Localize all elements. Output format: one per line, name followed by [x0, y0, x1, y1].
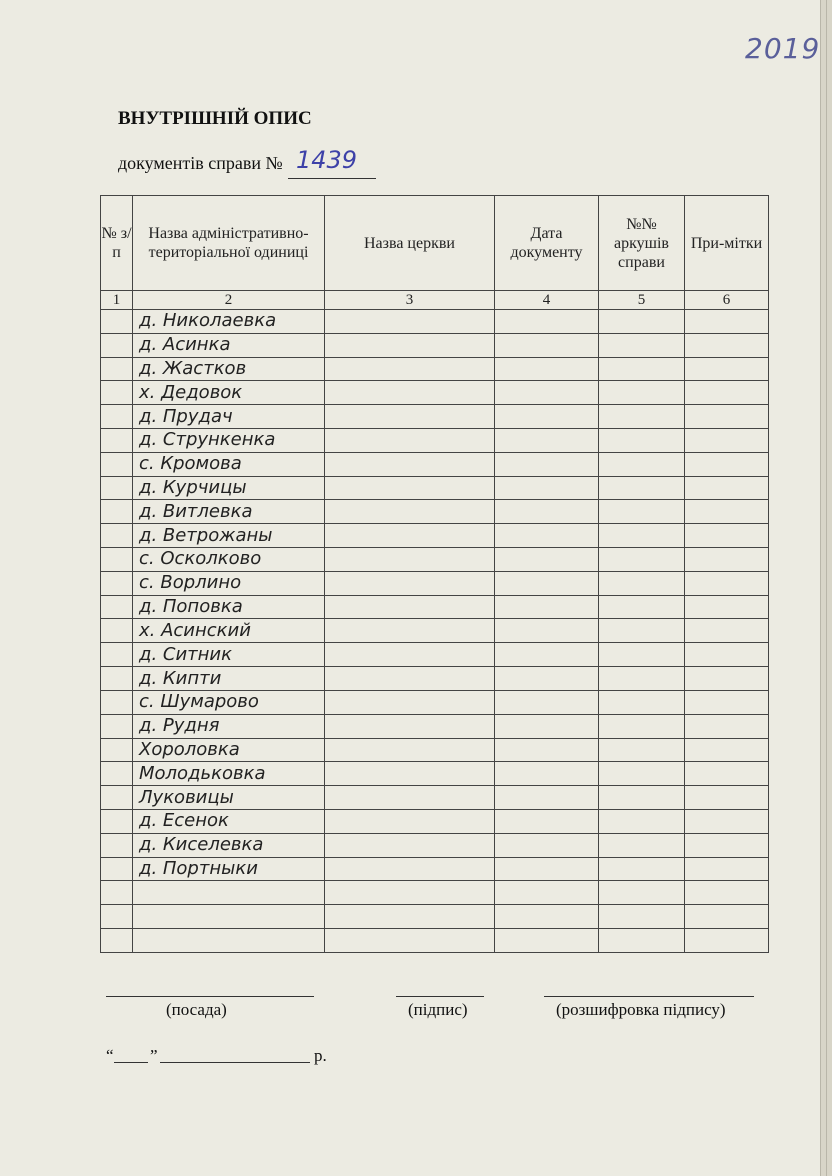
table-cell: [325, 714, 495, 738]
table-cell: [101, 476, 133, 500]
table-cell: [599, 905, 685, 929]
column-header: Назва церкви: [325, 196, 495, 291]
settlement-name: д. Ветрожаны: [133, 524, 325, 548]
table-row: [101, 381, 769, 405]
table-cell: [101, 643, 133, 667]
table-cell: [101, 786, 133, 810]
table-cell: [599, 476, 685, 500]
table-cell: [685, 905, 769, 929]
table-cell: [101, 929, 133, 953]
table-cell: [325, 619, 495, 643]
table-cell: [685, 809, 769, 833]
decode-line: [544, 996, 754, 997]
table-cell: [685, 476, 769, 500]
table-cell: [101, 667, 133, 691]
table-cell: [325, 929, 495, 953]
settlement-name: д. Киселевка: [133, 833, 325, 857]
table-cell: [599, 667, 685, 691]
column-number: 5: [599, 291, 685, 310]
table-cell: [599, 809, 685, 833]
table-cell: [495, 714, 599, 738]
table-cell: [325, 762, 495, 786]
table-cell: [495, 428, 599, 452]
table-cell: [325, 738, 495, 762]
signature-line: [396, 996, 484, 997]
column-header: При-мітки: [685, 196, 769, 291]
table-row: [101, 309, 769, 333]
date-suffix: р.: [314, 1046, 327, 1065]
table-cell: [685, 714, 769, 738]
settlement-name: Хороловка: [133, 738, 325, 762]
table-cell: [685, 595, 769, 619]
table-cell: [685, 548, 769, 572]
settlement-name: с. Осколково: [133, 548, 325, 572]
inventory-table: [100, 195, 769, 953]
table-row: [101, 690, 769, 714]
table-row: [101, 524, 769, 548]
settlement-name: с. Шумарово: [133, 690, 325, 714]
table-cell: [599, 428, 685, 452]
table-row: [101, 881, 769, 905]
table-cell: [325, 333, 495, 357]
table-cell: [101, 381, 133, 405]
table-cell: [495, 809, 599, 833]
settlement-name: х. Дедовок: [133, 381, 325, 405]
table-cell: [685, 381, 769, 405]
date-open-quote: “: [106, 1046, 114, 1065]
table-cell: [101, 738, 133, 762]
table-cell: [101, 619, 133, 643]
table-cell: [101, 333, 133, 357]
table-row: [101, 595, 769, 619]
table-cell: [495, 357, 599, 381]
settlement-name: д. Витлевка: [133, 500, 325, 524]
table-header-row: [101, 196, 769, 291]
table-cell: [325, 881, 495, 905]
table-cell: [599, 881, 685, 905]
settlement-name: д. Есенок: [133, 809, 325, 833]
table-cell: [685, 690, 769, 714]
table-cell: [101, 428, 133, 452]
table-cell: [685, 333, 769, 357]
table-row: [101, 809, 769, 833]
table-cell: [101, 405, 133, 429]
table-cell: [101, 524, 133, 548]
table-cell: [685, 524, 769, 548]
table-row: [101, 428, 769, 452]
table-row: [101, 643, 769, 667]
table-cell: [599, 524, 685, 548]
table-cell: [685, 857, 769, 881]
table-cell: [599, 381, 685, 405]
table-cell: [495, 548, 599, 572]
table-cell: [685, 428, 769, 452]
table-cell: [685, 881, 769, 905]
table-row: [101, 571, 769, 595]
table-cell: [325, 476, 495, 500]
settlement-name: х. Асинский: [133, 619, 325, 643]
table-cell: [685, 357, 769, 381]
table-cell: [685, 667, 769, 691]
table-cell: [685, 405, 769, 429]
table-cell: [101, 809, 133, 833]
table-row: [101, 405, 769, 429]
settlement-name: д. Поповка: [133, 595, 325, 619]
table-cell: [495, 524, 599, 548]
table-cell: [325, 595, 495, 619]
settlement-name: Луковицы: [133, 786, 325, 810]
table-cell: [101, 690, 133, 714]
table-cell: [599, 857, 685, 881]
settlement-name: Молодьковка: [133, 762, 325, 786]
table-cell: [599, 333, 685, 357]
table-row: [101, 548, 769, 572]
table-cell: [685, 452, 769, 476]
table-row: [101, 452, 769, 476]
settlement-name: д. Рудня: [133, 714, 325, 738]
table-row: [101, 905, 769, 929]
table-row: [101, 667, 769, 691]
table-row: [101, 786, 769, 810]
table-cell: [495, 571, 599, 595]
column-header: Дата документу: [495, 196, 599, 291]
table-cell: [325, 524, 495, 548]
table-cell: [685, 619, 769, 643]
decode-label: (розшифровка підпису): [556, 1000, 726, 1019]
table-cell: [495, 786, 599, 810]
table-cell: [325, 905, 495, 929]
table-cell: [599, 619, 685, 643]
settlement-name: [133, 929, 325, 953]
table-cell: [325, 452, 495, 476]
settlement-name: с. Ворлино: [133, 571, 325, 595]
table-cell: [495, 452, 599, 476]
table-row: [101, 714, 769, 738]
table-cell: [101, 309, 133, 333]
table-cell: [325, 548, 495, 572]
case-number-underline: [288, 178, 376, 179]
table-cell: [325, 690, 495, 714]
table-cell: [495, 738, 599, 762]
case-number: 1439: [296, 146, 358, 174]
table-cell: [599, 690, 685, 714]
table-row: [101, 476, 769, 500]
table-cell: [495, 381, 599, 405]
settlement-name: [133, 905, 325, 929]
table-row: [101, 833, 769, 857]
table-cell: [599, 929, 685, 953]
table-cell: [495, 333, 599, 357]
table-cell: [599, 309, 685, 333]
table-cell: [101, 452, 133, 476]
column-header: № з/п: [101, 196, 133, 291]
table-cell: [495, 857, 599, 881]
table-cell: [325, 428, 495, 452]
table-cell: [101, 548, 133, 572]
table-cell: [325, 500, 495, 524]
table-cell: [325, 571, 495, 595]
settlement-name: [133, 881, 325, 905]
table-cell: [685, 643, 769, 667]
settlement-name: д. Ситник: [133, 643, 325, 667]
table-cell: [101, 833, 133, 857]
page-edge: [826, 0, 832, 1176]
signature-label: (підпис): [408, 1000, 468, 1019]
table-cell: [101, 762, 133, 786]
table-cell: [599, 738, 685, 762]
settlement-name: д. Портныки: [133, 857, 325, 881]
table-row: [101, 333, 769, 357]
table-cell: [495, 405, 599, 429]
table-cell: [325, 309, 495, 333]
settlement-name: с. Кромова: [133, 452, 325, 476]
table-cell: [325, 405, 495, 429]
table-body: [101, 309, 769, 952]
table-cell: [495, 595, 599, 619]
column-header: Назва адміністративно-територіальної одиниці: [133, 196, 325, 291]
table-cell: [685, 833, 769, 857]
settlement-name: д. Николаевка: [133, 309, 325, 333]
table-cell: [685, 786, 769, 810]
table-cell: [325, 809, 495, 833]
table-cell: [325, 667, 495, 691]
table-cell: [599, 405, 685, 429]
settlement-name: д. Кипти: [133, 667, 325, 691]
table-row: [101, 857, 769, 881]
table-cell: [599, 714, 685, 738]
table-cell: [495, 667, 599, 691]
table-cell: [599, 595, 685, 619]
table-cell: [495, 881, 599, 905]
table-cell: [599, 833, 685, 857]
settlement-name: д. Жастков: [133, 357, 325, 381]
settlement-name: д. Прудач: [133, 405, 325, 429]
table-cell: [599, 548, 685, 572]
settlement-name: д. Асинка: [133, 333, 325, 357]
table-cell: [685, 738, 769, 762]
table-cell: [495, 309, 599, 333]
table-cell: [101, 571, 133, 595]
table-cell: [495, 762, 599, 786]
table-cell: [101, 881, 133, 905]
table-cell: [495, 905, 599, 929]
table-cell: [495, 500, 599, 524]
table-cell: [685, 500, 769, 524]
table-cell: [325, 857, 495, 881]
document-title: ВНУТРІШНІЙ ОПИС: [118, 108, 312, 129]
table-cell: [101, 714, 133, 738]
table-cell: [685, 762, 769, 786]
column-number: 3: [325, 291, 495, 310]
date-day-line: [114, 1062, 148, 1063]
position-line: [106, 996, 314, 997]
document-subtitle: документів справи №: [118, 153, 283, 173]
column-number: 2: [133, 291, 325, 310]
position-label: (посада): [166, 1000, 227, 1019]
column-number: 6: [685, 291, 769, 310]
column-number: 4: [495, 291, 599, 310]
table-cell: [101, 357, 133, 381]
table-cell: [599, 786, 685, 810]
table-cell: [325, 643, 495, 667]
table-cell: [599, 643, 685, 667]
table-cell: [101, 500, 133, 524]
table-cell: [495, 833, 599, 857]
column-header: №№ аркушів справи: [599, 196, 685, 291]
table-cell: [101, 595, 133, 619]
table-cell: [599, 762, 685, 786]
date-close-quote: ”: [150, 1046, 158, 1065]
settlement-name: д. Стрункенка: [133, 428, 325, 452]
table-cell: [325, 357, 495, 381]
table-cell: [685, 309, 769, 333]
table-cell: [495, 690, 599, 714]
table-cell: [325, 786, 495, 810]
table-cell: [599, 357, 685, 381]
column-number-row: [101, 291, 769, 310]
settlement-name: д. Курчицы: [133, 476, 325, 500]
table-cell: [495, 929, 599, 953]
table-cell: [101, 905, 133, 929]
table-cell: [599, 571, 685, 595]
archive-page-number: 2019: [745, 32, 821, 65]
table-cell: [325, 381, 495, 405]
table-cell: [495, 643, 599, 667]
table-cell: [685, 571, 769, 595]
table-cell: [101, 857, 133, 881]
table-row: [101, 619, 769, 643]
table-cell: [495, 619, 599, 643]
table-row: [101, 500, 769, 524]
column-number: 1: [101, 291, 133, 310]
table-row: [101, 738, 769, 762]
table-cell: [325, 833, 495, 857]
table-row: [101, 762, 769, 786]
table-cell: [495, 476, 599, 500]
table-cell: [685, 929, 769, 953]
table-cell: [599, 452, 685, 476]
table-cell: [599, 500, 685, 524]
table-row: [101, 929, 769, 953]
date-month-line: [160, 1062, 310, 1063]
table-row: [101, 357, 769, 381]
